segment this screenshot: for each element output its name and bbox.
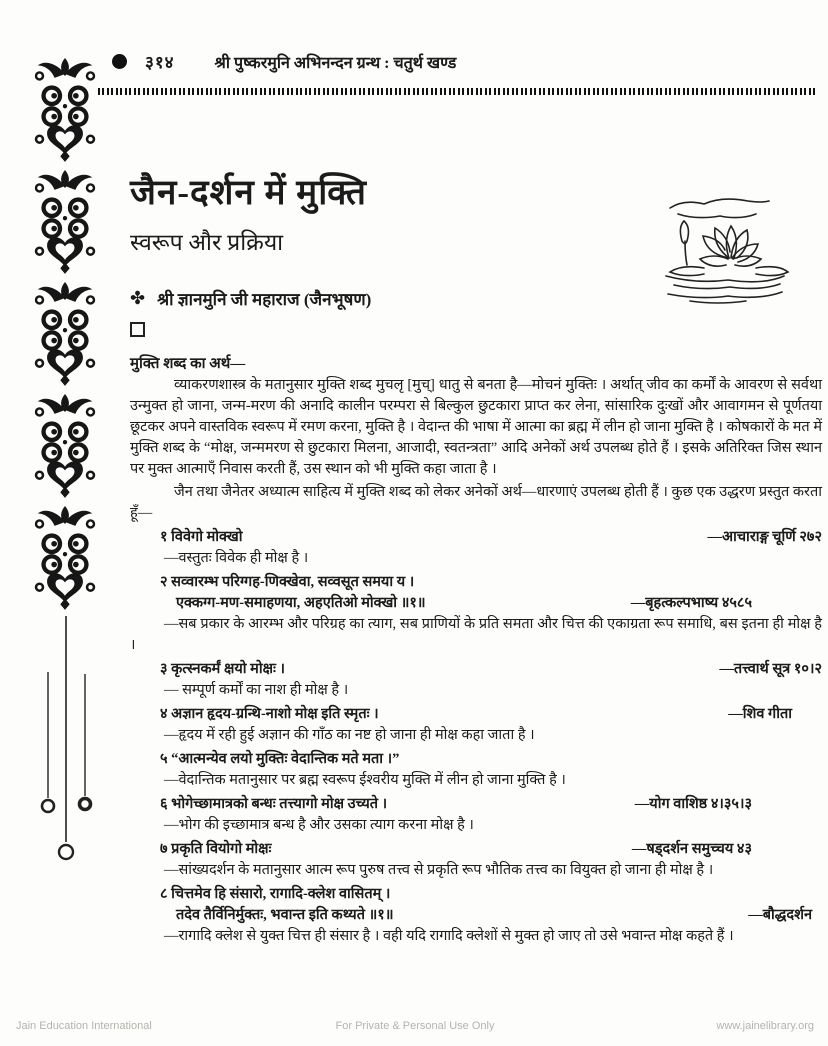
quote-citation: —योग वाशिष्ठ ४।३५।३ <box>634 796 752 812</box>
quote-citation: —तत्त्वार्थ सूत्र १०।२ <box>719 661 822 677</box>
quote-citation: —शिव गीता <box>728 706 792 722</box>
floral-motif-icon <box>31 56 99 162</box>
quote-citation: —बृहत्कल्पभाष्य ४५८५ <box>630 595 752 611</box>
quote-item-6 <box>130 794 822 836</box>
quote-explanation: —हृदय में रही हुई अज्ञान की गाँठ का नष्ट हो जाना ही मोक्ष कहा जाता है । <box>164 727 535 743</box>
author-name: श्री ज्ञानमुनि जी महाराज (जैनभूषण) <box>157 290 372 309</box>
quote-explanation: —सब प्रकार के आरम्भ और परिग्रह का त्याग, सब प्राणियों के प्रति समता और चित्त की एकाग्रता रूप समाधि, बस इतना ही मोक्ष है । <box>130 616 822 653</box>
article-subtitle: स्वरूप और प्रक्रिया <box>130 230 284 255</box>
footer-right: www.jainelibrary.org <box>716 1020 814 1032</box>
quote-item-3 <box>130 659 822 701</box>
quote-item-8 <box>130 884 822 947</box>
quote-citation: —षड्दर्शन समुच्चय ४३ <box>631 841 752 857</box>
article-title: जैन-दर्शन में मुक्ति <box>130 173 367 212</box>
page-header <box>112 50 808 73</box>
quote-text: ७ प्रकृति वियोगो मोक्षः <box>160 841 272 857</box>
quote-explanation: — सम्पूर्ण कर्मों का नाश ही मोक्ष है । <box>164 682 349 698</box>
square-mark-icon <box>130 322 145 337</box>
quote-item-4 <box>130 704 822 746</box>
book-title: श्री पुष्करमुनि अभिनन्दन ग्रन्थ : चतुर्थ खण्ड <box>214 54 457 72</box>
quote-explanation: —सांख्यदर्शन के मतानुसार आत्म रूप पुरुष तत्त्व से प्रकृति रूप भौतिक तत्त्व का वियुक्त हो जाना ही मोक्ष है । <box>164 862 714 878</box>
quote-citation: —बौद्धदर्शन <box>748 907 812 923</box>
quotation-list <box>130 527 822 947</box>
quote-text: २ सव्वारम्भ परिग्गह-णिक्खेवा, सव्वसूत समया य । <box>160 574 415 590</box>
bullet-dot-icon <box>112 54 127 69</box>
floral-motif-icon <box>31 392 99 498</box>
quote-text: १ विवेगो मोक्खो <box>160 529 243 545</box>
quote-explanation: —वस्तुतः विवेक ही मोक्ष है । <box>164 550 309 566</box>
section-heading: मुक्ति शब्द का अर्थ— <box>130 356 246 372</box>
paragraph: व्याकरणशास्त्र के मतानुसार मुक्ति शब्द मुचलृ [मुच्] धातु से बनता है—मोचनं मुक्तिः । अर्थात् जीव का कर्मों के आवरण से सर्वथा उन्मुक्त हो जाना, जन्म-मरण की अनादि कालीन परम्परा से बिल्कुल छुटकारा प्राप्त कर लेना, सांसारिक दुःखों और आवागमन से पूर्णतया छूटकर अपने वास्तविक स्वरूप में रमण करना, मुक्ति है । वेदान्त की भाषा में आत्मा का ब्रह्म में लीन हो जाना मुक्ति है । कोषकारों के मत में मुक्ति शब्द के “मोक्ष, जन्ममरण से छुटकारा मिलना, आजादी, स्वतन्त्रता” आदि अनेकों अर्थ उपलब्ध होते हैं । इसके अतिरिक्त जिस स्थान पर मुक्त आत्माएँ निवास करती हैं, उस स्थान को भी मुक्ति कहा जाता है । <box>130 377 822 477</box>
quote-explanation: —वेदान्तिक मतानुसार पर ब्रह्म स्वरूप ईश्वरीय मुक्ति में लीन हो जाना मुक्ति है । <box>164 772 566 788</box>
lotus-illustration <box>644 196 794 304</box>
article <box>130 168 822 947</box>
quote-explanation: —भोग की इच्छामात्र बन्ध है और उसका त्याग करना मोक्ष है । <box>164 817 474 833</box>
page-footer <box>16 1020 814 1032</box>
ornamental-rule <box>98 88 816 95</box>
quote-text: ३ कृत्स्नकर्मं क्षयो मोक्षः । <box>160 661 286 677</box>
quote-text: एक्कग्ग-मण-समाहणया, अहएतिओ मोक्खो ॥१॥ <box>176 595 426 611</box>
floral-motif-icon <box>31 504 99 610</box>
quote-item-2 <box>130 572 822 656</box>
quote-text: ८ चित्तमेव हि संसारो, रागादि-क्लेश वासितम् । <box>160 886 391 902</box>
quote-text: तदेव तैर्विनिर्मुक्तः, भवान्त इति कथ्यते ॥१॥ <box>176 907 394 923</box>
border-tail-lines <box>27 616 103 866</box>
quote-item-5 <box>130 749 822 791</box>
quote-citation: —आचाराङ्ग चूर्णि २७२ <box>707 529 822 545</box>
paragraph: जैन तथा जैनेतर अध्यात्म साहित्य में मुक्ति शब्द को लेकर अनेकों अर्थ—धारणाएं उपलब्ध होती हैं । कुछ एक उद्धरण प्रस्तुत करता हूँ— <box>130 484 822 521</box>
quote-item-1 <box>130 527 822 569</box>
footer-left: Jain Education International <box>16 1020 152 1032</box>
quote-text: ५ “आत्मन्येव लयो मुक्तिः वेदान्तिक मते मता ।” <box>160 751 400 767</box>
decorative-left-border <box>26 56 104 866</box>
quote-text: ६ भोगेच्छामात्रको बन्धः तत्त्यागो मोक्ष उच्यते । <box>160 796 388 812</box>
floral-motif-icon <box>31 280 99 386</box>
floral-motif-icon <box>31 168 99 274</box>
quote-item-7 <box>130 839 822 881</box>
footer-center: For Private & Personal Use Only <box>335 1020 495 1032</box>
flower-star-icon: ✤ <box>130 288 146 308</box>
quote-explanation: —रागादि क्लेश से युक्त चित्त ही संसार है । वही यदि रागादि क्लेशों से मुक्त हो जाए तो उसे भवान्त मोक्ष कहते हैं । <box>164 928 734 944</box>
quote-text: ४ अज्ञान हृदय-ग्रन्थि-नाशो मोक्ष इति स्मृतः । <box>160 706 379 722</box>
page-number: ३१४ <box>145 53 175 72</box>
